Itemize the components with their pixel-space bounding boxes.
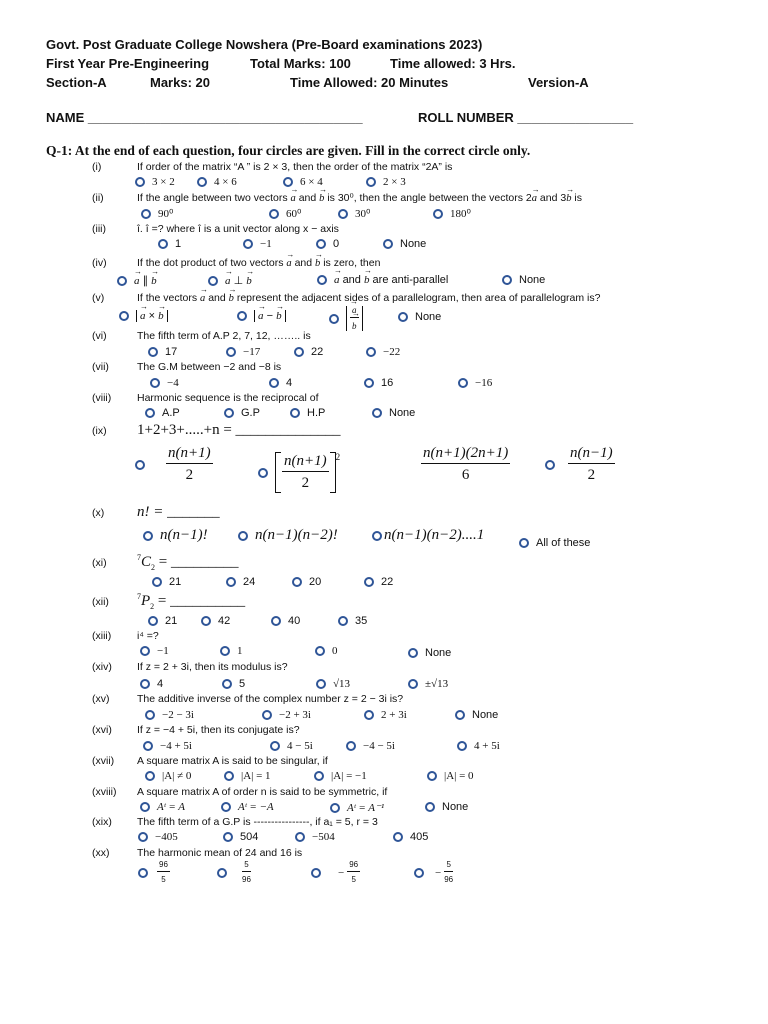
option-a[interactable]: 1: [158, 238, 181, 250]
radio-circle-icon[interactable]: [119, 311, 129, 321]
marks-label: Marks: 20: [150, 75, 210, 90]
radio-circle-icon[interactable]: [226, 347, 236, 357]
option-c[interactable]: 22: [294, 346, 323, 358]
option-a[interactable]: 21: [148, 615, 177, 627]
option-c[interactable]: 0: [315, 645, 338, 657]
option-a[interactable]: $\frac{96}{5}$: [138, 861, 170, 884]
option-a[interactable]: A.P: [145, 407, 180, 419]
radio-circle-icon[interactable]: [338, 209, 348, 219]
option-d[interactable]: $\frac{n(n-1)}{2}$: [545, 446, 615, 483]
question-text: A square matrix A is said to be singular, if: [137, 755, 328, 767]
question-text: If z = −4 + 5i, then its conjugate is?: [137, 724, 300, 736]
question-number: (xiv): [92, 661, 112, 673]
radio-circle-icon[interactable]: [269, 209, 279, 219]
radio-circle-icon[interactable]: [217, 868, 227, 878]
time-allowed: Time Allowed: 20 Minutes: [290, 75, 449, 90]
radio-circle-icon[interactable]: [311, 868, 321, 878]
radio-circle-icon[interactable]: [364, 378, 374, 388]
option-a[interactable]: 3 × 2: [135, 176, 175, 188]
radio-circle-icon[interactable]: [292, 577, 302, 587]
question-number: (i): [92, 161, 102, 173]
option-b[interactable]: |A| = 1: [224, 770, 271, 782]
option-b[interactable]: → a ⊥ → b: [208, 274, 252, 287]
radio-circle-icon[interactable]: [372, 531, 382, 541]
option-b[interactable]: n(n−1)(n−2)!: [238, 527, 338, 544]
radio-circle-icon[interactable]: [262, 710, 272, 720]
option-b[interactable]: 4: [269, 377, 292, 389]
radio-circle-icon[interactable]: [372, 408, 382, 418]
option-c[interactable]: 6 × 4: [283, 176, 323, 188]
option-c[interactable]: √13: [316, 678, 350, 690]
radio-circle-icon[interactable]: [135, 460, 145, 470]
option-b[interactable]: 42: [201, 615, 230, 627]
option-b[interactable]: 4 × 6: [197, 176, 237, 188]
option-c[interactable]: 2 + 3i: [364, 709, 407, 721]
option-c[interactable]: 0: [316, 238, 339, 250]
question-number: (xiii): [92, 630, 112, 642]
option-a[interactable]: 4: [140, 678, 163, 690]
radio-circle-icon[interactable]: [138, 868, 148, 878]
question-text: $^7P_2$ = __________: [137, 592, 246, 611]
option-d[interactable]: None: [455, 709, 498, 721]
option-a[interactable]: n(n−1)!: [143, 527, 208, 544]
program-label: First Year Pre-Engineering: [46, 56, 210, 71]
radio-circle-icon[interactable]: [140, 802, 150, 812]
option-d[interactable]: None: [398, 311, 441, 323]
option-c[interactable]: n(n−1)(n−2)....1: [372, 527, 484, 544]
radio-circle-icon[interactable]: [545, 460, 555, 470]
radio-circle-icon[interactable]: [366, 177, 376, 187]
radio-circle-icon[interactable]: [270, 741, 280, 751]
question-number: (ix): [92, 425, 107, 437]
radio-circle-icon[interactable]: [330, 803, 340, 813]
name-field[interactable]: NAME ______________________________________: [46, 110, 363, 125]
question-text: î. î =? where î is a unit vector along x − axis: [137, 223, 339, 235]
question-text: If the angle between two vectors → a and → b is 30⁰, then the angle between the vectors 2→ a and 3→ b is: [137, 192, 582, 204]
question-text: n! = _______: [137, 504, 220, 520]
radio-circle-icon[interactable]: [269, 378, 279, 388]
radio-circle-icon[interactable]: [148, 347, 158, 357]
question-number: (iii): [92, 223, 106, 235]
option-c[interactable]: 40: [271, 615, 300, 627]
question-number: (xix): [92, 816, 112, 828]
question-text: $^7C_2$ = _________: [137, 553, 239, 572]
option-a[interactable]: Aᵗ = A: [140, 801, 185, 813]
option-d[interactable]: None: [383, 238, 426, 250]
question-number: (x): [92, 507, 105, 519]
radio-circle-icon[interactable]: [224, 771, 234, 781]
radio-circle-icon[interactable]: [148, 616, 158, 626]
option-a[interactable]: −4: [150, 377, 179, 389]
option-b[interactable]: → a − → b: [237, 310, 286, 322]
instruction: Q-1: At the end of each question, four circles are given. Fill in the correct circle only.: [46, 143, 531, 158]
option-c[interactable]: Aᵗ = A⁻¹: [330, 801, 384, 814]
question-text: The G.M between −2 and −8 is: [137, 361, 282, 373]
radio-circle-icon[interactable]: [140, 646, 150, 656]
option-d[interactable]: 22: [364, 576, 393, 588]
radio-circle-icon[interactable]: [220, 646, 230, 656]
college-title: Govt. Post Graduate College Nowshera (Pre-Board examinations 2023): [46, 37, 483, 52]
option-c[interactable]: H.P: [290, 407, 325, 419]
radio-circle-icon[interactable]: [271, 616, 281, 626]
radio-circle-icon[interactable]: [222, 679, 232, 689]
question-text: Harmonic sequence is the reciprocal of: [137, 392, 319, 404]
question-text: If the dot product of two vectors → a and → b is zero, then: [137, 257, 380, 269]
question-number: (vi): [92, 330, 107, 342]
question-number: (xvi): [92, 724, 112, 736]
option-c[interactable]: −504: [295, 831, 335, 843]
total-marks: Total Marks: 100: [250, 56, 351, 71]
option-b[interactable]: −17: [226, 346, 260, 358]
option-d[interactable]: None: [502, 274, 545, 286]
option-a[interactable]: 21: [152, 576, 181, 588]
question-text: i⁴ =?: [137, 630, 159, 642]
option-a[interactable]: −1: [140, 645, 169, 657]
radio-circle-icon[interactable]: [457, 741, 467, 751]
radio-circle-icon[interactable]: [145, 710, 155, 720]
radio-circle-icon[interactable]: [338, 616, 348, 626]
option-c[interactable]: $\frac{n(n+1)(2n+1)}{6}$: [423, 445, 509, 483]
radio-circle-icon[interactable]: [117, 276, 127, 286]
radio-circle-icon[interactable]: [221, 802, 231, 812]
radio-circle-icon[interactable]: [314, 771, 324, 781]
radio-circle-icon[interactable]: [135, 177, 145, 187]
radio-circle-icon[interactable]: [294, 347, 304, 357]
option-b[interactable]: −2 + 3i: [262, 709, 311, 721]
option-c[interactable]: 16: [364, 377, 393, 389]
option-a[interactable]: −4 + 5i: [143, 740, 192, 752]
radio-circle-icon[interactable]: [226, 577, 236, 587]
option-a[interactable]: |A| ≠ 0: [145, 770, 191, 782]
radio-circle-icon[interactable]: [258, 468, 268, 478]
radio-circle-icon[interactable]: [138, 832, 148, 842]
radio-circle-icon[interactable]: [158, 239, 168, 249]
radio-circle-icon[interactable]: [290, 408, 300, 418]
question-number: (v): [92, 292, 105, 304]
option-b[interactable]: 60⁰: [269, 207, 301, 220]
radio-circle-icon[interactable]: [223, 832, 233, 842]
radio-circle-icon[interactable]: [238, 531, 248, 541]
radio-circle-icon[interactable]: [455, 710, 465, 720]
radio-circle-icon[interactable]: [519, 538, 529, 548]
option-c[interactable]: |A| = −1: [314, 770, 367, 782]
radio-circle-icon[interactable]: [197, 177, 207, 187]
option-b[interactable]: −1: [243, 238, 272, 250]
option-d[interactable]: 180⁰: [433, 207, 471, 220]
radio-circle-icon[interactable]: [329, 314, 339, 324]
question-text: The fifth term of A.P 2, 7, 12, …….. is: [137, 330, 311, 342]
question-number: (viii): [92, 392, 112, 404]
question-number: (xx): [92, 847, 110, 859]
radio-circle-icon[interactable]: [150, 378, 160, 388]
option-c[interactable]: − $\frac{96}{5}$: [311, 861, 360, 884]
option-a[interactable]: $\frac{n(n+1)}{2}$: [135, 446, 213, 483]
roll-number-field[interactable]: ROLL NUMBER ________________: [418, 110, 634, 125]
option-d[interactable]: 2 × 3: [366, 176, 406, 188]
option-d[interactable]: None: [408, 647, 451, 659]
radio-circle-icon[interactable]: [398, 312, 408, 322]
radio-circle-icon[interactable]: [316, 239, 326, 249]
question-number: (xvii): [92, 755, 115, 767]
option-c[interactable]: → a → b: [329, 306, 363, 331]
radio-circle-icon[interactable]: [140, 679, 150, 689]
question-number: (xviii): [92, 786, 117, 798]
radio-circle-icon[interactable]: [502, 275, 512, 285]
radio-circle-icon[interactable]: [366, 347, 376, 357]
question-text: If order of the matrix “A ” is 2 × 3, then the order of the matrix “2A” is: [137, 161, 453, 173]
option-a[interactable]: → a ∥ → b: [117, 274, 157, 287]
radio-circle-icon[interactable]: [201, 616, 211, 626]
option-c[interactable]: −4 − 5i: [346, 740, 395, 752]
option-c[interactable]: 30⁰: [338, 207, 370, 220]
time-allowed-total: Time allowed: 3 Hrs.: [390, 56, 516, 71]
radio-circle-icon[interactable]: [145, 408, 155, 418]
option-b[interactable]: G.P: [224, 407, 260, 419]
option-d[interactable]: − $\frac{5}{96}$: [414, 861, 453, 884]
radio-circle-icon[interactable]: [383, 239, 393, 249]
radio-circle-icon[interactable]: [224, 408, 234, 418]
radio-circle-icon[interactable]: [243, 239, 253, 249]
radio-circle-icon[interactable]: [433, 209, 443, 219]
version-label: Version-A: [528, 75, 589, 90]
option-a[interactable]: 17: [148, 346, 177, 358]
question-number: (xv): [92, 693, 110, 705]
radio-circle-icon[interactable]: [237, 311, 247, 321]
option-d[interactable]: ±√13: [408, 678, 448, 690]
radio-circle-icon[interactable]: [408, 679, 418, 689]
option-d[interactable]: All of these: [519, 537, 590, 549]
question-number: (iv): [92, 257, 107, 269]
radio-circle-icon[interactable]: [408, 648, 418, 658]
question-text: The harmonic mean of 24 and 16 is: [137, 847, 303, 859]
option-b[interactable]: $\frac{5}{96}$: [217, 861, 251, 884]
radio-circle-icon[interactable]: [316, 679, 326, 689]
question-number: (ii): [92, 192, 104, 204]
option-b[interactable]: 4 − 5i: [270, 740, 313, 752]
option-d[interactable]: −16: [458, 377, 492, 389]
radio-circle-icon[interactable]: [317, 275, 327, 285]
radio-circle-icon[interactable]: [315, 646, 325, 656]
radio-circle-icon[interactable]: [425, 802, 435, 812]
radio-circle-icon[interactable]: [143, 531, 153, 541]
option-d[interactable]: None: [425, 801, 468, 813]
radio-circle-icon[interactable]: [427, 771, 437, 781]
option-c[interactable]: → a and → b are anti-parallel: [317, 274, 448, 286]
question-text: 1+2+3+.....+n = ______________: [137, 422, 341, 438]
option-b[interactable]: 24: [226, 576, 255, 588]
option-c[interactable]: 20: [292, 576, 321, 588]
option-a[interactable]: −2 − 3i: [145, 709, 194, 721]
option-a[interactable]: −405: [138, 831, 178, 843]
option-d[interactable]: 4 + 5i: [457, 740, 500, 752]
radio-circle-icon[interactable]: [364, 577, 374, 587]
radio-circle-icon[interactable]: [141, 209, 151, 219]
section-label: Section-A: [46, 75, 107, 90]
radio-circle-icon[interactable]: [458, 378, 468, 388]
question-text: A square matrix A of order n is said to be symmetric, if: [137, 786, 388, 798]
question-text: If the vectors → a and → b represent the adjacent sides of a parallelogram, then area of parallelogram is?: [137, 292, 600, 304]
option-b[interactable]: 504: [223, 831, 258, 843]
radio-circle-icon[interactable]: [152, 577, 162, 587]
option-d[interactable]: |A| = 0: [427, 770, 474, 782]
option-b[interactable]: 5: [222, 678, 245, 690]
option-d[interactable]: None: [372, 407, 415, 419]
option-a[interactable]: → a × → b: [119, 310, 168, 322]
option-d[interactable]: −22: [366, 346, 400, 358]
radio-circle-icon[interactable]: [393, 832, 403, 842]
radio-circle-icon[interactable]: [414, 868, 424, 878]
option-a[interactable]: 90⁰: [141, 207, 173, 220]
radio-circle-icon[interactable]: [143, 741, 153, 751]
question-text: The additive inverse of the complex number z = 2 − 3i is?: [137, 693, 404, 705]
option-b[interactable]: 1: [220, 645, 243, 657]
option-b[interactable]: $\frac{n(n+1)}{2}$ $^2$: [258, 452, 340, 493]
radio-circle-icon[interactable]: [208, 276, 218, 286]
radio-circle-icon[interactable]: [145, 771, 155, 781]
option-b[interactable]: Aᵗ = −A: [221, 801, 274, 813]
radio-circle-icon[interactable]: [364, 710, 374, 720]
option-d[interactable]: 35: [338, 615, 367, 627]
question-text: If z = 2 + 3i, then its modulus is?: [137, 661, 288, 673]
question-text: The fifth term of a G.P is ----------------, if a₁ = 5, r = 3: [137, 816, 378, 828]
radio-circle-icon[interactable]: [346, 741, 356, 751]
radio-circle-icon[interactable]: [295, 832, 305, 842]
question-number: (vii): [92, 361, 109, 373]
question-number: (xi): [92, 557, 107, 569]
option-d[interactable]: 405: [393, 831, 428, 843]
question-number: (xii): [92, 596, 109, 608]
